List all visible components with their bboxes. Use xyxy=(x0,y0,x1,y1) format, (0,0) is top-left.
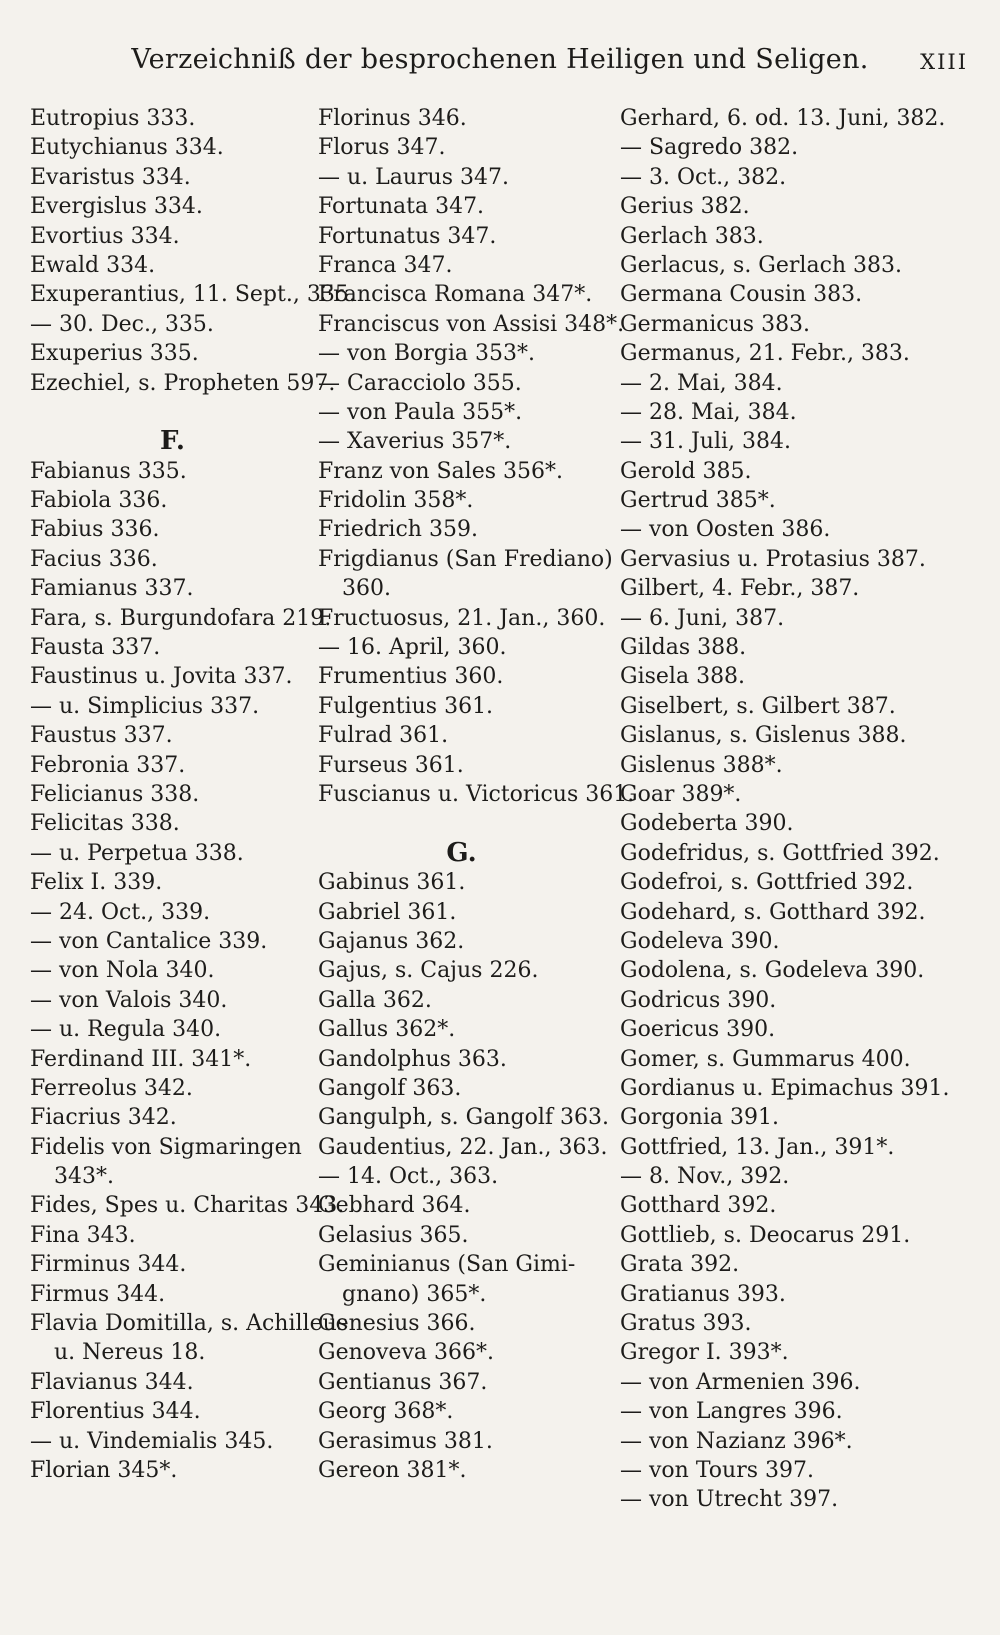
index-entry: Franca 347. xyxy=(318,252,453,278)
index-entry: Gaudentius, 22. Jan., 363. xyxy=(318,1134,608,1160)
index-entry: Fabius 336. xyxy=(30,517,160,543)
index-entry: Georg 368*. xyxy=(318,1399,454,1425)
index-entry: Evergislus 334. xyxy=(30,194,203,220)
index-entry: Gentianus 367. xyxy=(318,1369,488,1395)
index-entry: Goar 389*. xyxy=(620,781,742,807)
index-entry: — von Nazianz 396*. xyxy=(620,1428,853,1454)
index-entry: Geminianus (San Gimi- xyxy=(318,1252,576,1278)
index-entry: Fructuosus, 21. Jan., 360. xyxy=(318,605,606,631)
index-entry: Giselbert, s. Gilbert 387. xyxy=(620,693,896,719)
index-entry: — 6. Juni, 387. xyxy=(620,605,785,631)
index-entry: Godeleva 390. xyxy=(620,928,780,954)
index-column-middle xyxy=(318,104,635,1485)
index-entry: Gertrud 385*. xyxy=(620,488,776,514)
index-entry: Galla 362. xyxy=(318,987,432,1013)
index-entry: — 2. Mai, 384. xyxy=(620,370,783,396)
index-entry: — von Utrecht 397. xyxy=(620,1487,839,1513)
index-entry: Flavianus 344. xyxy=(30,1369,194,1395)
index-entry: Felicitas 338. xyxy=(30,811,180,837)
index-entry: — von Oosten 386. xyxy=(620,517,831,543)
index-entry: Faustinus u. Jovita 337. xyxy=(30,664,293,690)
index-entry: — 30. Dec., 335. xyxy=(30,311,214,337)
index-entry: Godeberta 390. xyxy=(620,811,794,837)
index-entry: Franciscus von Assisi 348*. xyxy=(318,311,625,337)
index-entry: Gajus, s. Cajus 226. xyxy=(318,958,539,984)
index-entry: — 28. Mai, 384. xyxy=(620,399,797,425)
index-entry: Frumentius 360. xyxy=(318,664,504,690)
index-entry: — von Langres 396. xyxy=(620,1399,843,1425)
page-header xyxy=(30,44,970,84)
index-entry: Ezechiel, s. Propheten 597. xyxy=(30,370,336,396)
index-entry: Godefridus, s. Gottfried 392. xyxy=(620,840,940,866)
index-entry: Germanus, 21. Febr., 383. xyxy=(620,341,910,367)
index-entry: Gildas 388. xyxy=(620,635,747,661)
index-entry: Germana Cousin 383. xyxy=(620,282,863,308)
index-entry: Exuperantius, 11. Sept., 335. xyxy=(30,282,356,308)
index-entry: — u. Perpetua 338. xyxy=(30,840,244,866)
index-entry: Fabianus 335. xyxy=(30,458,187,484)
index-entry: Gregor I. 393*. xyxy=(620,1340,789,1366)
index-entry: — 14. Oct., 363. xyxy=(318,1164,499,1190)
index-entry: Gangolf 363. xyxy=(318,1075,462,1101)
index-entry: Fiacrius 342. xyxy=(30,1105,177,1131)
index-entry: — Xaverius 357*. xyxy=(318,429,512,455)
index-entry: — von Cantalice 339. xyxy=(30,928,268,954)
index-entry: Gomer, s. Gummarus 400. xyxy=(620,1046,911,1072)
index-entry: Gerlach 383. xyxy=(620,223,764,249)
index-entry: — von Paula 355*. xyxy=(318,399,523,425)
index-entry: Godolena, s. Godeleva 390. xyxy=(620,958,925,984)
index-entry: Frigdianus (San Frediano) xyxy=(318,546,613,572)
index-entry: Gordianus u. Epimachus 391. xyxy=(620,1075,950,1101)
index-entry: Genesius 366. xyxy=(318,1311,476,1337)
index-entry: Gabriel 361. xyxy=(318,899,457,925)
index-entry: Evaristus 334. xyxy=(30,164,191,190)
index-entry: Fulrad 361. xyxy=(318,723,449,749)
index-entry: — Sagredo 382. xyxy=(620,135,799,161)
index-entry: Fulgentius 361. xyxy=(318,693,494,719)
index-entry: Friedrich 359. xyxy=(318,517,478,543)
index-entry: Godefroi, s. Gottfried 392. xyxy=(620,870,914,896)
index-entry: Gerlacus, s. Gerlach 383. xyxy=(620,252,903,278)
index-entry: Gebhard 364. xyxy=(318,1193,471,1219)
index-entry: Fina 343. xyxy=(30,1222,136,1248)
index-entry: Faustus 337. xyxy=(30,723,173,749)
index-entry: Fausta 337. xyxy=(30,635,161,661)
index-entry: Ewald 334. xyxy=(30,252,156,278)
section-heading: G. xyxy=(446,837,477,868)
blank-line xyxy=(318,809,605,838)
index-entry: Florian 345*. xyxy=(30,1457,178,1483)
index-entry: Firminus 344. xyxy=(30,1252,187,1278)
index-entry: Furseus 361. xyxy=(318,752,464,778)
index-entry: — u. Vindemialis 345. xyxy=(30,1428,274,1454)
index-entry: Gerasimus 381. xyxy=(318,1428,493,1454)
index-entry: — 8. Nov., 392. xyxy=(620,1164,790,1190)
index-entry: Gislenus 388*. xyxy=(620,752,783,778)
index-entry: — u. Laurus 347. xyxy=(318,164,509,190)
index-entry: Fridolin 358*. xyxy=(318,488,474,514)
index-entry: Gislanus, s. Gislenus 388. xyxy=(620,723,907,749)
index-entry: Firmus 344. xyxy=(30,1281,166,1307)
index-entry-continuation: 360. xyxy=(342,576,391,602)
index-entry: Fara, s. Burgundofara 219. xyxy=(30,605,332,631)
index-entry-continuation: u. Nereus 18. xyxy=(54,1340,206,1366)
index-entry: Franz von Sales 356*. xyxy=(318,458,563,484)
index-entry: — von Tours 397. xyxy=(620,1457,814,1483)
index-entry: Gervasius u. Protasius 387. xyxy=(620,546,926,572)
index-entry: Germanicus 383. xyxy=(620,311,811,337)
index-entry: — von Borgia 353*. xyxy=(318,341,535,367)
index-entry: Eutychianus 334. xyxy=(30,135,224,161)
index-entry: Gallus 362*. xyxy=(318,1017,456,1043)
index-entry: Francisca Romana 347*. xyxy=(318,282,593,308)
index-entry: Felix I. 339. xyxy=(30,870,163,896)
index-entry: Gisela 388. xyxy=(620,664,746,690)
index-entry: Grata 392. xyxy=(620,1252,740,1278)
index-entry: — 3. Oct., 382. xyxy=(620,164,787,190)
index-entry: Fides, Spes u. Charitas 343. xyxy=(30,1193,345,1219)
index-entry-continuation: 343*. xyxy=(54,1164,114,1190)
index-entry: Gerold 385. xyxy=(620,458,752,484)
index-entry: Godricus 390. xyxy=(620,987,777,1013)
index-entry: Gratus 393. xyxy=(620,1311,752,1337)
index-entry: Febronia 337. xyxy=(30,752,186,778)
index-entry: Fortunatus 347. xyxy=(318,223,497,249)
index-entry: Gabinus 361. xyxy=(318,870,466,896)
index-entry: Gorgonia 391. xyxy=(620,1105,779,1131)
index-column-right xyxy=(620,104,950,1515)
index-entry: Gilbert, 4. Febr., 387. xyxy=(620,576,860,602)
index-entry: — von Valois 340. xyxy=(30,987,228,1013)
index-entry: Gottlieb, s. Deocarus 291. xyxy=(620,1222,911,1248)
index-entry: Florinus 346. xyxy=(318,106,467,131)
index-entry: — von Nola 340. xyxy=(30,958,215,984)
index-entry: Felicianus 338. xyxy=(30,781,200,807)
index-entry: Genoveva 366*. xyxy=(318,1340,494,1366)
index-entry: — 16. April, 360. xyxy=(318,635,507,661)
index-entry: Gangulph, s. Gangolf 363. xyxy=(318,1105,610,1131)
index-entry: Famianus 337. xyxy=(30,576,194,602)
index-entry: Gajanus 362. xyxy=(318,928,465,954)
index-entry: Florus 347. xyxy=(318,135,446,161)
index-entry: Fidelis von Sigmaringen xyxy=(30,1134,302,1160)
index-entry: — 31. Juli, 384. xyxy=(620,429,792,455)
index-entry: — 24. Oct., 339. xyxy=(30,899,211,925)
index-entry: Gotthard 392. xyxy=(620,1193,777,1219)
index-entry: Gerius 382. xyxy=(620,194,750,220)
index-entry: Fuscianus u. Victoricus 361. xyxy=(318,781,635,807)
index-entry: Gerhard, 6. od. 13. Juni, 382. xyxy=(620,106,946,131)
page-number: XIII xyxy=(920,50,968,74)
index-entry: Fabiola 336. xyxy=(30,488,168,514)
index-entry: Eutropius 333. xyxy=(30,106,196,131)
index-entry-continuation: gnano) 365*. xyxy=(342,1281,487,1307)
index-entry: Exuperius 335. xyxy=(30,341,199,367)
index-entry: Florentius 344. xyxy=(30,1399,201,1425)
index-entry: Ferdinand III. 341*. xyxy=(30,1046,252,1072)
index-entry: Fortunata 347. xyxy=(318,194,485,220)
index-entry: Gereon 381*. xyxy=(318,1457,467,1483)
section-heading: F. xyxy=(160,426,185,457)
index-entry: Ferreolus 342. xyxy=(30,1075,193,1101)
index-entry: Gandolphus 363. xyxy=(318,1046,507,1072)
index-entry: Goericus 390. xyxy=(620,1017,776,1043)
index-column-left xyxy=(30,104,356,1485)
index-entry: Gratianus 393. xyxy=(620,1281,786,1307)
index-entry: Facius 336. xyxy=(30,546,158,572)
index-entry: Gelasius 365. xyxy=(318,1222,469,1248)
index-entry: Flavia Domitilla, s. Achilleus xyxy=(30,1311,349,1337)
index-entry: — Caracciolo 355. xyxy=(318,370,522,396)
index-entry: — von Armenien 396. xyxy=(620,1369,861,1395)
index-entry: Gottfried, 13. Jan., 391*. xyxy=(620,1134,895,1160)
index-entry: — u. Simplicius 337. xyxy=(30,693,260,719)
running-title: Verzeichniß der besprochenen Heiligen und Seligen. xyxy=(131,44,869,75)
index-entry: Godehard, s. Gotthard 392. xyxy=(620,899,926,925)
blank-line xyxy=(30,398,315,427)
index-entry: — u. Regula 340. xyxy=(30,1017,222,1043)
index-entry: Evortius 334. xyxy=(30,223,180,249)
